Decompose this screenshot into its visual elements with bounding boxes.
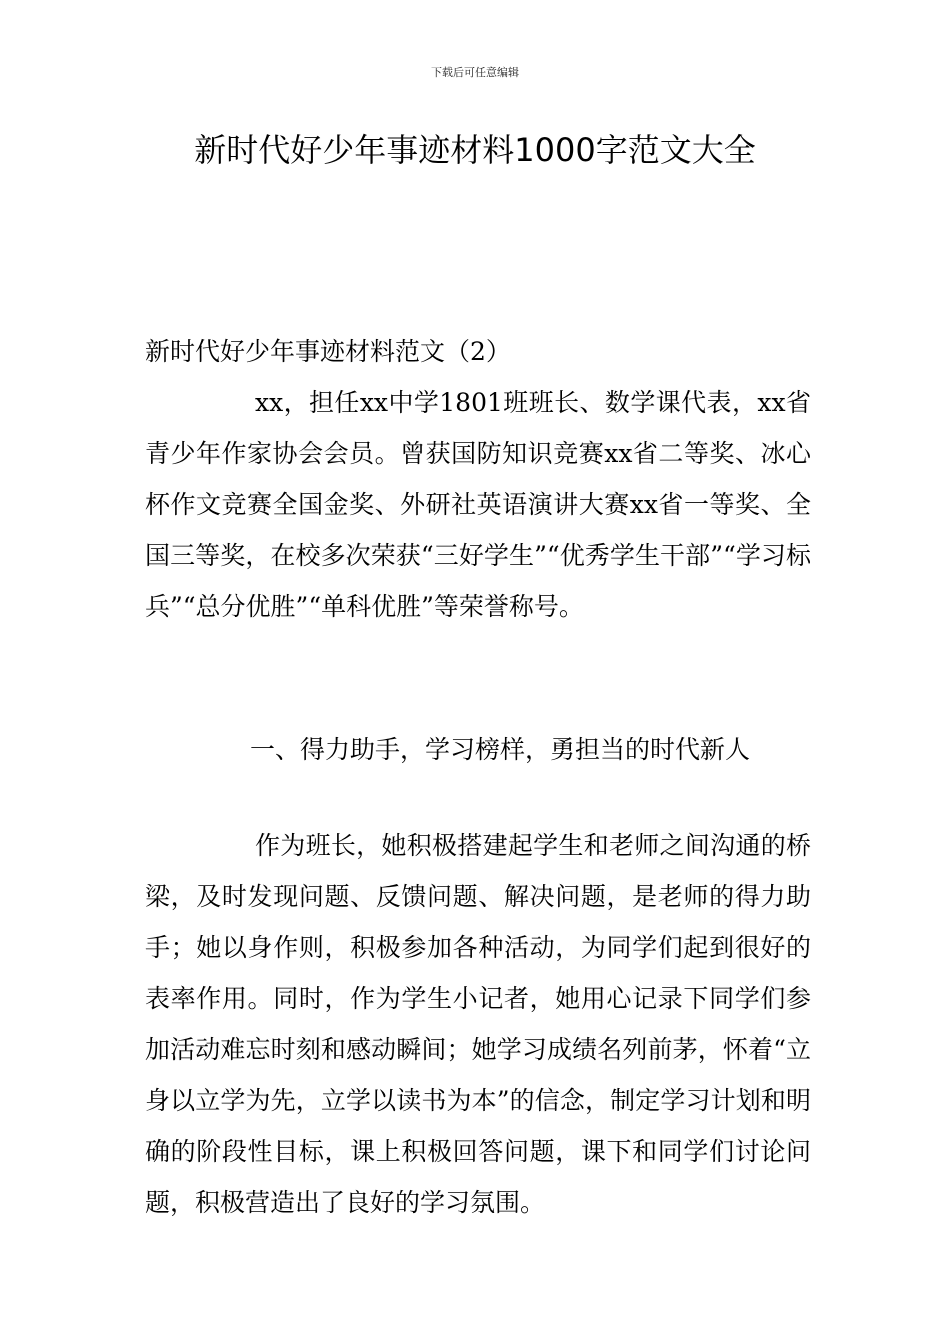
paragraph-section-1: 作为班长，她积极搭建起学生和老师之间沟通的桥梁，及时发现问题、反馈问题、解决问题，是老师的得力助手；她以身作则，积极参加各种活动，为同学们起到很好的表率作用。同时，作为学生小记者，她用心记录下同学们参加活动难忘时刻和感动瞬间；她学习成绩名列前茅，怀着“立身以立学为先，立学以读书为本”的信念，制定学习计划和明确的阶段性目标，课上积极回答问题，课下和同学们讨论问题，积极营造出了良好的学习氛围。: [145, 831, 811, 1217]
section-heading: 一、得力助手，学习榜样，勇担当的时代新人: [250, 735, 751, 764]
document-subtitle: 新时代好少年事迹材料范文（2）: [145, 337, 511, 366]
document-title: 新时代好少年事迹材料1000字范文大全: [194, 131, 756, 169]
header-note: 下载后可任意编辑: [431, 66, 519, 79]
paragraph-intro: xx，担任xx中学1801班班长、数学课代表，xx省青少年作家协会会员。曾获国防知识竞赛xx省二等奖、冰心杯作文竞赛全国金奖、外研社英语演讲大赛xx省一等奖、全国三等奖，在校多次荣获“三好学生”“优秀学生干部”“学习标兵”“总分优胜”“单科优胜”等荣誉称号。: [145, 388, 811, 621]
